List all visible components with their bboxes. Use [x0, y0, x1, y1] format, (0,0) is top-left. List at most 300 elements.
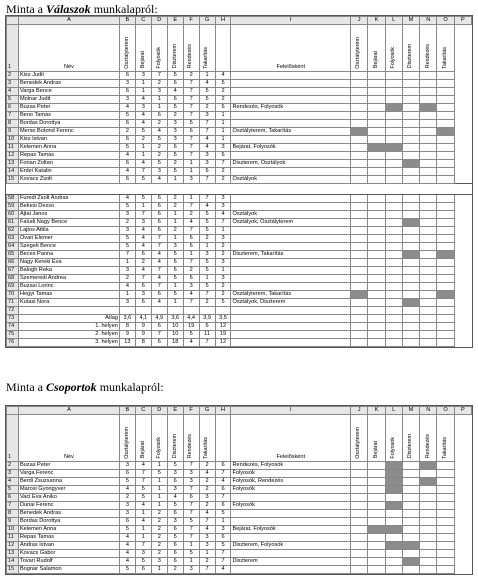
rank-value: 7: [199, 120, 215, 128]
rank-value: 2: [167, 566, 183, 574]
rank-value: 2: [119, 494, 135, 502]
empty-cell: [385, 219, 402, 227]
student-name: Ovari Elemer: [18, 235, 119, 243]
empty-cell: [351, 203, 368, 211]
rank-value: [183, 307, 199, 315]
empty-cell: [402, 195, 419, 203]
empty-cell: [420, 283, 437, 291]
rank-value: 3: [199, 160, 215, 168]
rank-value: 5: [119, 203, 135, 211]
rank-value: 7: [151, 235, 167, 243]
empty-cell: [402, 283, 419, 291]
empty-cell: [385, 299, 402, 307]
column-letter: H: [215, 407, 231, 415]
rank-value: 4: [151, 251, 167, 259]
felelos-value: [231, 315, 351, 323]
empty-cell: [437, 152, 454, 160]
task-header-label: Osztályterem: [355, 426, 362, 459]
empty-cell: [368, 104, 385, 112]
empty-cell: [368, 299, 385, 307]
rank-value: [199, 307, 215, 315]
valaszok-table: [6, 16, 472, 347]
empty-cell: [402, 96, 419, 104]
table-row: [7, 195, 472, 203]
empty-cell: [437, 136, 454, 144]
table-row: [7, 128, 472, 136]
row-number: 12: [7, 152, 19, 160]
empty-cell: [351, 510, 368, 518]
row-number: 62: [7, 227, 19, 235]
rank-value: 1: [215, 518, 231, 526]
felelos-value: Osztályterem, Takarítás: [231, 128, 351, 136]
student-name: Kutasi Nora: [18, 299, 119, 307]
rank-value: 3: [135, 550, 151, 558]
rank-value: 4: [199, 510, 215, 518]
row-number: 70: [7, 291, 19, 299]
empty-cell: [368, 315, 385, 323]
rank-value: 6: [135, 251, 151, 259]
rank-value: 7: [151, 283, 167, 291]
task-header: [402, 415, 419, 462]
rank-value: 4: [183, 219, 199, 227]
rank-value: 5: [199, 259, 215, 267]
table-row: [7, 104, 472, 112]
empty-cell: [420, 299, 437, 307]
rank-value: 5: [167, 534, 183, 542]
rank-value: 1: [183, 251, 199, 259]
rank-value: 19: [215, 331, 231, 339]
empty-cell: [420, 486, 437, 494]
rank-value: 7: [183, 136, 199, 144]
assigned-marker: [368, 526, 385, 534]
rank-value: 4: [151, 299, 167, 307]
felelos-value: [231, 518, 351, 526]
empty-cell: [351, 486, 368, 494]
empty-cell: [437, 176, 454, 184]
rank-value: 4: [167, 494, 183, 502]
rank-value: 3: [167, 470, 183, 478]
column-letter: A: [18, 17, 119, 25]
rank-value: 3: [215, 144, 231, 152]
rank-value: 4: [119, 168, 135, 176]
rank-value: 6: [119, 136, 135, 144]
student-name: Kovacs Gabor: [18, 550, 119, 558]
empty-cell: [385, 494, 402, 502]
felelos-value: [231, 494, 351, 502]
empty-cell: [402, 550, 419, 558]
rank-value: 6: [167, 267, 183, 275]
task-header: [437, 25, 454, 72]
task-header-label: Rendezés: [424, 434, 431, 459]
valaszok-sheet: [5, 15, 473, 348]
rank-value: 6: [119, 160, 135, 168]
rank-value: 4: [119, 152, 135, 160]
empty-cell: [351, 219, 368, 227]
empty-cell: [437, 299, 454, 307]
empty-cell: [420, 502, 437, 510]
column-letter: M: [402, 407, 419, 415]
student-name: Ajtai Janos: [18, 211, 119, 219]
row-number: 60: [7, 211, 19, 219]
rank-value: 2: [151, 152, 167, 160]
column-letter: K: [368, 17, 385, 25]
felelos-value: [231, 275, 351, 283]
empty-cell: [402, 267, 419, 275]
rank-value: 4: [119, 534, 135, 542]
task-header: [368, 25, 385, 72]
row-number: 6: [7, 494, 19, 502]
empty-cell: [368, 120, 385, 128]
rank-value: 2: [119, 128, 135, 136]
assigned-marker: [437, 251, 454, 259]
empty-cell: [420, 227, 437, 235]
empty-cell: [402, 136, 419, 144]
task-header-label: Folyosók: [390, 46, 396, 69]
rank-value: 3: [119, 211, 135, 219]
rank-value: 1: [151, 462, 167, 470]
rank-value: 7: [183, 299, 199, 307]
rank-value: 1: [135, 80, 151, 88]
rank-value: 4: [135, 160, 151, 168]
rank-value: 4: [119, 195, 135, 203]
rank-value: 2: [183, 267, 199, 275]
rank-value: 4: [215, 566, 231, 574]
rank-value: 7: [151, 331, 167, 339]
rank-value: 6: [199, 168, 215, 176]
rank-value: 6: [183, 128, 199, 136]
table-row: [7, 462, 472, 470]
student-name: Nagy Kereki Eva: [18, 259, 119, 267]
rank-value: 3: [167, 136, 183, 144]
felelos-value: [231, 510, 351, 518]
empty-cell: [385, 307, 402, 315]
table-row: [7, 243, 472, 251]
rank-value: 3: [167, 518, 183, 526]
empty-cell: [420, 136, 437, 144]
empty-cell: [420, 176, 437, 184]
empty-cell: [368, 323, 385, 331]
empty-cell: [351, 144, 368, 152]
empty-cell: [420, 518, 437, 526]
rank-value: 5: [119, 243, 135, 251]
rank-value: 5: [199, 267, 215, 275]
rank-value: 2: [215, 291, 231, 299]
empty-cell: [402, 526, 419, 534]
rank-value: 5: [119, 144, 135, 152]
empty-cell: [437, 144, 454, 152]
task-header: [183, 415, 199, 462]
rank-value: 2: [199, 502, 215, 510]
empty-cell: [402, 211, 419, 219]
rank-value: 3: [199, 542, 215, 550]
rank-value: 7: [215, 550, 231, 558]
rank-value: 7: [183, 144, 199, 152]
row-number: 11: [7, 534, 19, 542]
rank-value: 1: [215, 128, 231, 136]
rank-value: 6: [167, 526, 183, 534]
column-letter: M: [402, 17, 419, 25]
rank-value: 3: [151, 558, 167, 566]
stats-label: 3. helyen: [18, 339, 119, 347]
row-number: 72: [7, 307, 19, 315]
rank-value: 5: [199, 88, 215, 96]
rank-value: 1: [167, 299, 183, 307]
table-row: [7, 275, 472, 283]
student-name: Forian Zoltan: [18, 160, 119, 168]
column-letters-row: [7, 407, 472, 415]
table-row: [7, 526, 472, 534]
row-number: 2: [7, 462, 19, 470]
table-row: [7, 283, 472, 291]
rank-value: 5: [167, 291, 183, 299]
student-name: Hegyi Tamas: [18, 291, 119, 299]
rank-value: 9: [135, 331, 151, 339]
rank-value: 4: [135, 267, 151, 275]
csoportok-table: [6, 406, 472, 574]
task-header-label: Diszterem: [407, 434, 414, 459]
rank-value: 4: [199, 470, 215, 478]
empty-cell: [385, 152, 402, 160]
rank-value: 3: [199, 534, 215, 542]
rank-value: 4: [119, 542, 135, 550]
felelos-value: [231, 96, 351, 104]
student-name: Faludi Nagy Bence: [18, 219, 119, 227]
assigned-marker: [420, 104, 437, 112]
rank-value: 3: [215, 259, 231, 267]
rank-value: 1: [151, 494, 167, 502]
task-header-label: Bejárat: [372, 441, 379, 459]
rank-value: 6: [119, 176, 135, 184]
empty-cell: [420, 510, 437, 518]
assigned-marker: [402, 251, 419, 259]
rank-value: 5: [183, 120, 199, 128]
task-header-label: Rendezés: [187, 44, 194, 69]
student-name: Szegeti Bence: [18, 243, 119, 251]
rank-value: 3: [199, 494, 215, 502]
rank-value: 1: [215, 120, 231, 128]
empty-cell: [402, 478, 419, 486]
empty-cell: [437, 502, 454, 510]
table-row: [7, 550, 472, 558]
empty-cell: [420, 72, 437, 80]
rank-value: 7: [199, 176, 215, 184]
empty-cell: [437, 168, 454, 176]
rank-value: 5: [183, 518, 199, 526]
rank-value: 7: [135, 211, 151, 219]
empty-cell: [420, 526, 437, 534]
rank-value: 1: [167, 211, 183, 219]
student-name: Andras Istvan: [18, 542, 119, 550]
felelos-value: Osztályok: [231, 211, 351, 219]
empty-cell: [402, 104, 419, 112]
rank-value: 3: [119, 80, 135, 88]
rank-value: 6: [119, 120, 135, 128]
empty-cell: [420, 470, 437, 478]
empty-cell: [402, 243, 419, 251]
assigned-marker: [437, 128, 454, 136]
rank-value: 7: [199, 291, 215, 299]
column-letters-row: [7, 17, 472, 25]
rank-value: 5: [167, 168, 183, 176]
rank-value: 3: [215, 235, 231, 243]
rank-value: 4: [135, 112, 151, 120]
felelos-header: Felelősként: [231, 25, 351, 72]
name-header: Név: [18, 25, 119, 72]
empty-cell: [420, 534, 437, 542]
empty-cell: [402, 331, 419, 339]
rank-value: 2: [119, 219, 135, 227]
empty-cell: [385, 128, 402, 136]
rank-value: 1: [183, 542, 199, 550]
task-header: [199, 25, 215, 72]
empty-cell: [351, 462, 368, 470]
felelos-value: [231, 235, 351, 243]
empty-cell: [437, 494, 454, 502]
rank-value: 7: [215, 160, 231, 168]
rank-value: 1: [183, 160, 199, 168]
student-name: Szemeredi Andrea: [18, 275, 119, 283]
empty-cell: [437, 566, 454, 574]
empty-cell: [385, 331, 402, 339]
rank-value: 3: [151, 88, 167, 96]
rank-value: 7: [215, 219, 231, 227]
task-header-label: Rendezés: [424, 44, 431, 69]
student-name: Bekesi Dezso: [18, 203, 119, 211]
felelos-value: Diszterem, Takarítás: [231, 251, 351, 259]
empty-cell: [420, 120, 437, 128]
task-header: [151, 25, 167, 72]
column-letter: O: [437, 17, 454, 25]
rank-value: 2: [167, 160, 183, 168]
empty-cell: [437, 339, 454, 347]
rank-value: 1: [167, 283, 183, 291]
table-row: [7, 251, 472, 259]
table-row: [7, 227, 472, 235]
rank-value: 7: [199, 566, 215, 574]
table-row: [7, 203, 472, 211]
table-row: [7, 168, 472, 176]
rank-value: 7: [183, 203, 199, 211]
empty-cell: [368, 219, 385, 227]
rank-value: 2: [167, 203, 183, 211]
student-name: Varga Ferenc: [18, 470, 119, 478]
empty-cell: [351, 323, 368, 331]
task-header-label: Osztályterem: [123, 426, 130, 459]
empty-cell: [385, 315, 402, 323]
rank-value: 2: [151, 542, 167, 550]
table-row: [7, 144, 472, 152]
felelos-value: Folyosók: [231, 486, 351, 494]
empty-cell: [420, 243, 437, 251]
rank-value: 6: [135, 299, 151, 307]
empty-cell: [368, 243, 385, 251]
rank-value: 5: [135, 494, 151, 502]
empty-cell: [368, 227, 385, 235]
rank-value: 5: [135, 486, 151, 494]
rank-value: 3: [199, 152, 215, 160]
rank-value: 1: [151, 486, 167, 494]
empty-cell: [385, 518, 402, 526]
rank-value: 2: [151, 526, 167, 534]
rank-value: 11: [199, 331, 215, 339]
rank-value: 5: [135, 558, 151, 566]
student-name: Marosi Gyongyver: [18, 486, 119, 494]
rank-value: 3: [215, 195, 231, 203]
rank-value: 7: [135, 275, 151, 283]
task-header: [437, 415, 454, 462]
student-name: Kiss Judit: [18, 72, 119, 80]
student-name: Furedi Zsolt Andras: [18, 195, 119, 203]
empty-cell: [402, 88, 419, 96]
rank-value: 5: [135, 128, 151, 136]
empty-cell: [420, 323, 437, 331]
empty-cell: [385, 235, 402, 243]
stats-label: 2. helyen: [18, 331, 119, 339]
rank-value: 5: [167, 152, 183, 160]
column-letter: C: [135, 407, 151, 415]
rank-value: 2: [215, 176, 231, 184]
empty-cell: [402, 534, 419, 542]
empty-cell: [385, 96, 402, 104]
row-number: 61: [7, 219, 19, 227]
empty-cell: [368, 267, 385, 275]
row-number: 7: [7, 112, 19, 120]
empty-cell: [385, 291, 402, 299]
empty-cell: [420, 144, 437, 152]
felelos-value: Osztályterem, Takarítás: [231, 291, 351, 299]
empty-cell: [437, 486, 454, 494]
rank-value: 1: [183, 168, 199, 176]
task-header-label: Osztályterem: [355, 36, 362, 69]
column-letter: L: [385, 407, 402, 415]
row-number: 2: [7, 72, 19, 80]
empty-cell: [368, 558, 385, 566]
rank-value: 3: [215, 203, 231, 211]
assigned-marker: [402, 299, 419, 307]
empty-cell: [420, 235, 437, 243]
empty-cell: [437, 160, 454, 168]
task-header: [402, 25, 419, 72]
empty-cell: [420, 203, 437, 211]
task-header: [368, 415, 385, 462]
rank-value: 3: [119, 227, 135, 235]
stats-label: 1. helyen: [18, 323, 119, 331]
student-name: Kelemen Anna: [18, 144, 119, 152]
row-number: 12: [7, 542, 19, 550]
rank-value: 1: [135, 203, 151, 211]
assigned-marker: [385, 462, 402, 470]
empty-cell: [420, 80, 437, 88]
felelos-value: [231, 339, 351, 347]
table-row: [7, 566, 472, 574]
empty-cell: [368, 112, 385, 120]
rank-value: 7: [199, 195, 215, 203]
rank-value: 7: [151, 72, 167, 80]
empty-cell: [437, 80, 454, 88]
rank-value: 4: [215, 211, 231, 219]
row-number: 7: [7, 502, 19, 510]
empty-cell: [437, 275, 454, 283]
rank-value: 7: [183, 502, 199, 510]
rank-value: 4,4: [183, 315, 199, 323]
rank-value: 5: [167, 251, 183, 259]
rank-value: 6: [215, 486, 231, 494]
table-row: [7, 219, 472, 227]
column-letter: B: [119, 407, 135, 415]
stats-row: [7, 339, 472, 347]
empty-cell: [437, 259, 454, 267]
felelos-value: [231, 72, 351, 80]
